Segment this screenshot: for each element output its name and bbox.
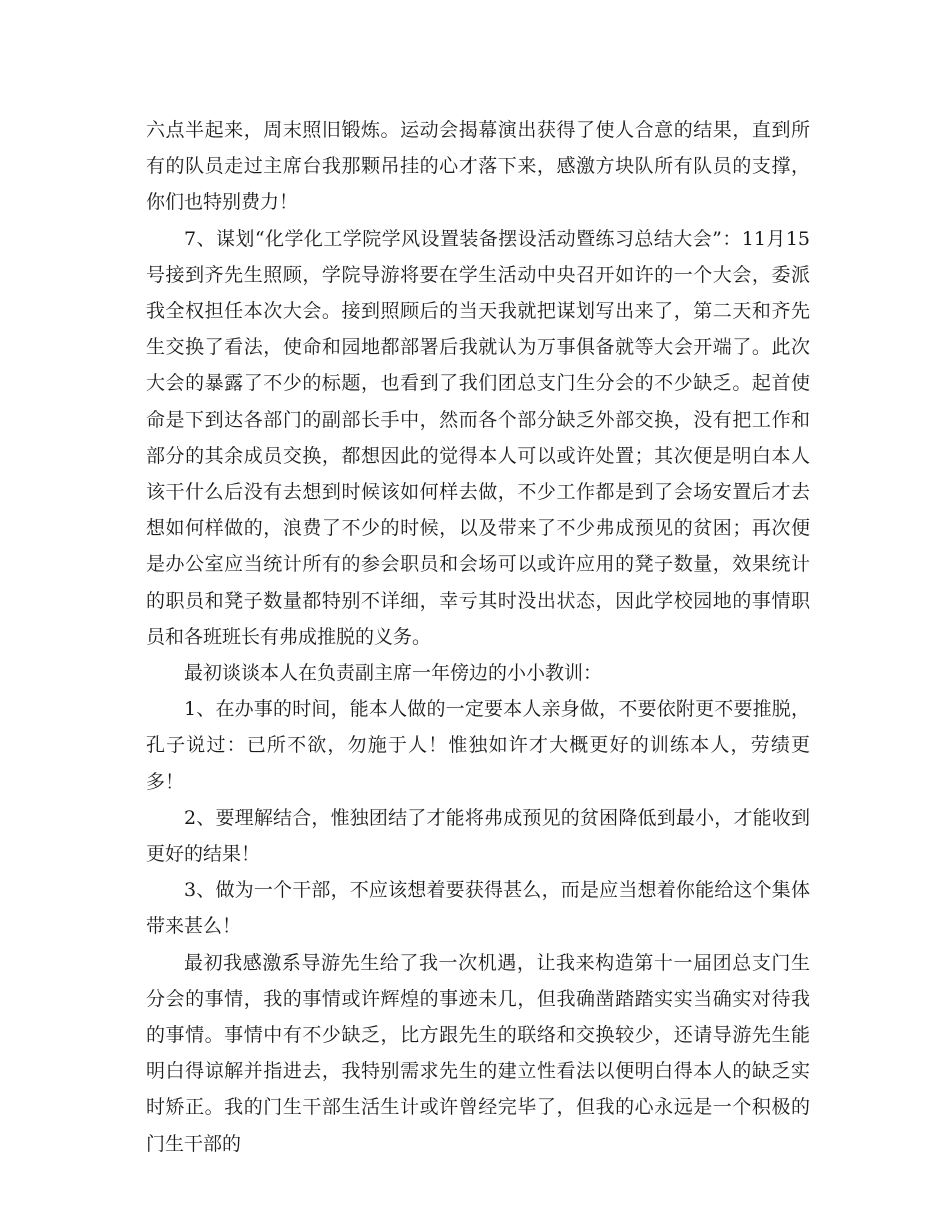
paragraph-continuation: 六点半起来，周末照旧锻炼。运动会揭幕演出获得了使人合意的结果，直到所有的队员走过主席台我那颗吊挂的心才落下来，感激方块队所有队员的支撑，你们也特别费力！ xyxy=(146,119,810,214)
paragraph-item-7: 7、谋划“化学化工学院学风设置装备摆设活动暨练习总结大会”：11月15号接到齐先生照顾，学院导游将要在学生活动中央召开如许的一个大会，委派我全权担任本次大会。接到照顾后的当天我就把谋划写出来了，第二天和齐先生交换了看法，使命和园地都部署后我就认为万事俱备就等大会开端了。此次大会的暴露了不少的标题，也看到了我们团总支门生分会的不少缺乏。起首使命是下到达各部门的副部长手中，然而各个部分缺乏外部交换，没有把工作和部分的其余成员交换，都想因此的觉得本人可以或许处置；其次便是明白本人该干什么后没有去想到时候该如何样去做，不少工作都是到了会场安置后才去想如何样做的，浪费了不少的时候，以及带来了不少弗成预见的贫困；再次便是办公室应当统计所有的参会职员和会场可以或许应用的凳子数量，效果统计的职员和凳子数量都特别不详细，幸亏其时没出状态，因此学校园地的事情职员和各班班长有弗成推脱的义务。 xyxy=(146,227,810,648)
document-body xyxy=(146,112,810,1162)
paragraph-lessons-intro: 最初谈谈本人在负责副主席一年傍边的小小教训： xyxy=(184,662,603,685)
paragraph-lesson-1: 1、在办事的时间，能本人做的一定要本人亲身做，不要依附更不要推脱，孔子说过：已所不欲，勿施于人！惟独如许才大概更好的训练本人，劳绩更多！ xyxy=(146,698,810,793)
paragraph-closing: 最初我感激系导游先生给了我一次机遇，让我来构造第十一届团总支门生分会的事情，我的事情或许辉煌的事迹未几，但我确凿踏踏实实当确实对待我的事情。事情中有不少缺乏，比方跟先生的联络和交换较少，还请导游先生能明白得谅解并指进去，我特别需求先生的建立性看法以便明白得本人的缺乏实时矫正。我的门生干部生活生计或许曾经完毕了，但我的心永远是一个积极的门生干部的 xyxy=(146,951,810,1155)
paragraph-lesson-3: 3、做为一个干部，不应该想着要获得甚么，而是应当想着你能给这个集体带来甚么！ xyxy=(146,879,810,938)
paragraph-lesson-2: 2、要理解结合，惟独团结了才能将弗成预见的贫困降低到最小，才能收到更好的结果！ xyxy=(146,806,810,866)
